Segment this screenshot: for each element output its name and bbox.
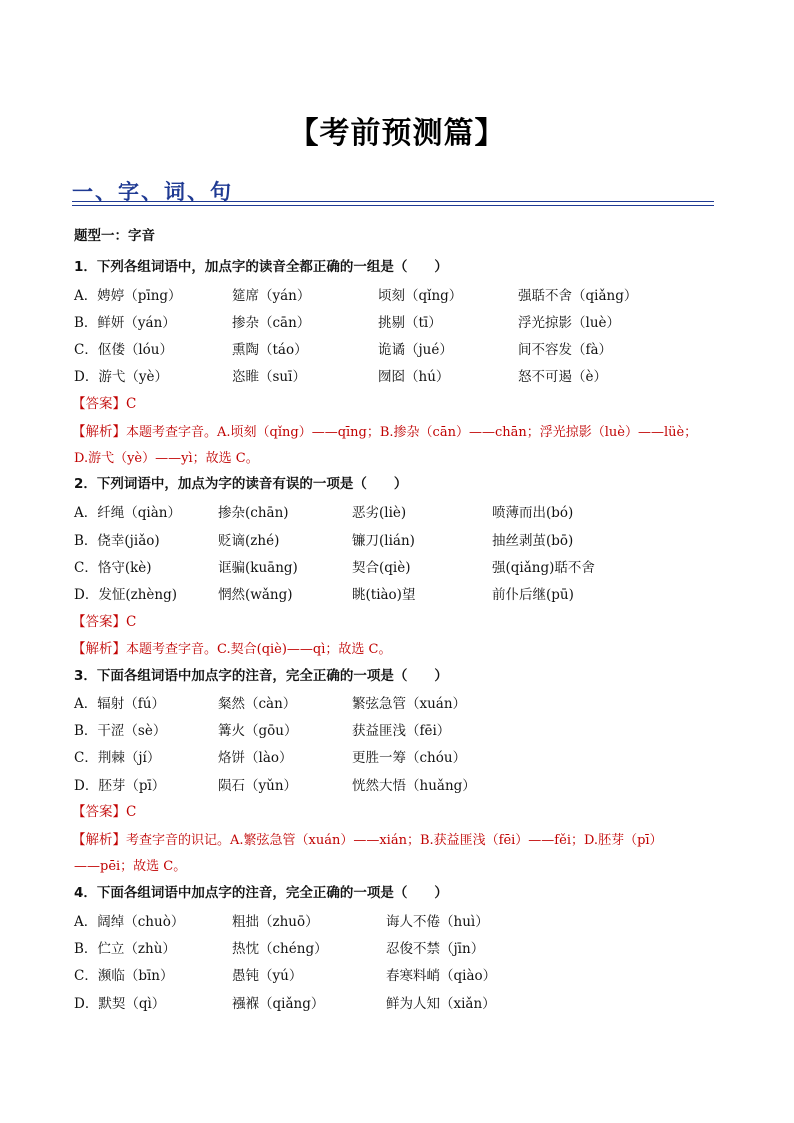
q3-option-c-word-3: 更胜一筹（chóu） bbox=[352, 750, 467, 766]
q1-option-a-word-1: A．娉婷（pīng） bbox=[74, 288, 182, 304]
q4-option-c-word-2: 愚钝（yú） bbox=[232, 968, 303, 984]
question-type-heading: 题型一：字音 bbox=[74, 228, 155, 244]
q1-option-a-word-3: 顷刻（qǐng） bbox=[378, 288, 463, 304]
q4-option-a-word-1: A．阔绰（chuò） bbox=[74, 914, 185, 930]
question-2-stem: 2．下列词语中，加点为字的读音有误的一项是（ ） bbox=[74, 476, 408, 492]
q4-option-d-word-2: 襁褓（qiǎng） bbox=[232, 996, 325, 1012]
explanation-tag: 【解析】 bbox=[72, 832, 126, 848]
q4-option-b-word-2: 热忱（chéng） bbox=[232, 941, 328, 957]
q1-option-c-word-1: C．伛偻（lóu） bbox=[74, 342, 173, 358]
q2-option-c-word-3: 契合(qiè) bbox=[352, 560, 411, 576]
q4-option-a-word-3: 诲人不倦（huì） bbox=[386, 914, 489, 930]
q1-option-c-word-2: 熏陶（táo） bbox=[232, 342, 308, 358]
q2-option-a-word-1: A．纤绳（qiàn） bbox=[74, 505, 181, 521]
q1-option-d-word-2: 恣睢（suī） bbox=[232, 369, 306, 385]
q1-option-d-word-3: 囫囵（hú） bbox=[378, 369, 450, 385]
q2-option-b-word-3: 镰刀(lián) bbox=[352, 533, 415, 549]
question-4-stem: 4．下面各组词语中加点字的注音，完全正确的一项是（ ） bbox=[74, 885, 448, 901]
q3-option-c-word-2: 烙饼（lào） bbox=[218, 750, 293, 766]
q1-explanation-line-2: D.游弋（yè）——yì；故选 C。 bbox=[74, 451, 259, 466]
q4-option-c-word-1: C．濒临（bīn） bbox=[74, 968, 174, 984]
q3-option-b-word-3: 获益匪浅（fēi） bbox=[352, 723, 451, 739]
q2-option-a-word-4: 喷薄而出(bó) bbox=[492, 505, 574, 521]
q1-answer-line bbox=[72, 392, 136, 412]
q3-option-d-word-3: 恍然大悟（huǎng） bbox=[352, 778, 476, 794]
q2-option-b-word-4: 抽丝剥茧(bō) bbox=[492, 533, 574, 549]
explanation-text: 本题考查字音。A.顷刻（qǐng）——qīng；B.掺杂（cān）——chān；浮光掠影（luè）——lüè； bbox=[126, 425, 698, 440]
q3-option-a-word-3: 繁弦急管（xuán） bbox=[352, 696, 467, 712]
q2-explanation-line-1 bbox=[72, 637, 392, 657]
q2-option-c-word-2: 诓骗(kuāng) bbox=[218, 560, 298, 576]
q4-option-d-word-1: D．默契（qì） bbox=[74, 996, 166, 1012]
q3-option-d-word-2: 陨石（yǔn） bbox=[218, 778, 298, 794]
q3-explanation-line-2: ——pēi；故选 C。 bbox=[74, 859, 187, 874]
q2-option-a-word-3: 恶劣(liè) bbox=[352, 505, 407, 521]
q1-option-d-word-1: D．游弋（yè） bbox=[74, 369, 168, 385]
q2-option-b-word-2: 贬谪(zhé) bbox=[218, 533, 280, 549]
q2-option-d-word-2: 惘然(wǎng) bbox=[218, 587, 293, 603]
q1-option-c-word-3: 诡谲（jué） bbox=[378, 342, 453, 358]
q2-option-d-word-4: 前仆后继(pū) bbox=[492, 587, 574, 603]
answer-tag: 【答案】 bbox=[72, 396, 126, 412]
q1-option-b-word-3: 挑剔（tī） bbox=[378, 315, 442, 331]
q1-option-c-word-4: 间不容发（fà） bbox=[518, 342, 613, 358]
q1-option-b-word-2: 掺杂（cān） bbox=[232, 315, 311, 331]
q1-option-a-word-2: 筵席（yán） bbox=[232, 288, 311, 304]
q2-option-d-word-1: D．发怔(zhèng) bbox=[74, 587, 177, 603]
answer-tag: 【答案】 bbox=[72, 804, 126, 820]
page-title: 【考前预测篇】 bbox=[288, 116, 506, 151]
q1-option-b-word-4: 浮光掠影（luè） bbox=[518, 315, 621, 331]
explanation-tag: 【解析】 bbox=[72, 424, 126, 440]
question-3-stem: 3．下面各组词语中加点字的注音，完全正确的一项是（ ） bbox=[74, 668, 448, 684]
q2-option-c-word-4: 强(qiǎng)聒不舍 bbox=[492, 560, 595, 576]
section-divider-thin bbox=[72, 205, 714, 206]
section-title: 一、字、词、句 bbox=[72, 180, 233, 204]
q1-option-d-word-4: 怒不可遏（è） bbox=[518, 369, 607, 385]
q2-option-a-word-2: 掺杂(chān) bbox=[218, 505, 289, 521]
q4-option-d-word-3: 鲜为人知（xiǎn） bbox=[386, 996, 496, 1012]
question-1-stem: 1．下列各组词语中，加点字的读音全都正确的一组是（ ） bbox=[74, 259, 448, 275]
q3-option-b-word-2: 篝火（gōu） bbox=[218, 723, 298, 739]
q3-option-b-word-1: B．干涩（sè） bbox=[74, 723, 167, 739]
q3-option-d-word-1: D．胚芽（pī） bbox=[74, 778, 166, 794]
answer-value: C bbox=[126, 804, 137, 820]
q4-option-c-word-3: 春寒料峭（qiào） bbox=[386, 968, 497, 984]
explanation-text: 考查字音的识记。A.繁弦急管（xuán）——xián；B.获益匪浅（fēi）——fěi；D.胚芽（pī） bbox=[126, 833, 663, 848]
q2-answer-line bbox=[72, 610, 136, 630]
q4-option-a-word-2: 粗拙（zhuō） bbox=[232, 914, 319, 930]
q2-option-b-word-1: B．侥幸(jiǎo) bbox=[74, 533, 160, 549]
explanation-tag: 【解析】 bbox=[72, 641, 126, 657]
q2-option-c-word-1: C．恪守(kè) bbox=[74, 560, 152, 576]
q1-explanation-line-1 bbox=[72, 420, 697, 440]
answer-value: C bbox=[126, 396, 137, 412]
q3-explanation-line-1 bbox=[72, 828, 663, 848]
q3-answer-line bbox=[72, 800, 136, 820]
answer-value: C bbox=[126, 614, 137, 630]
q3-option-a-word-1: A．辐射（fú） bbox=[74, 696, 165, 712]
q1-option-b-word-1: B．鲜妍（yán） bbox=[74, 315, 176, 331]
explanation-text: 本题考查字音。C.契合(qiè)——qì；故选 C。 bbox=[126, 642, 392, 657]
q4-option-b-word-3: 忍俊不禁（jīn） bbox=[386, 941, 485, 957]
answer-tag: 【答案】 bbox=[72, 614, 126, 630]
q1-option-a-word-4: 强聒不舍（qiǎng） bbox=[518, 288, 638, 304]
q2-option-d-word-3: 眺(tiào)望 bbox=[352, 587, 416, 603]
q3-option-a-word-2: 粲然（càn） bbox=[218, 696, 297, 712]
section-divider bbox=[72, 201, 714, 202]
q4-option-b-word-1: B．伫立（zhù） bbox=[74, 941, 176, 957]
q3-option-c-word-1: C．荆棘（jí） bbox=[74, 750, 161, 766]
